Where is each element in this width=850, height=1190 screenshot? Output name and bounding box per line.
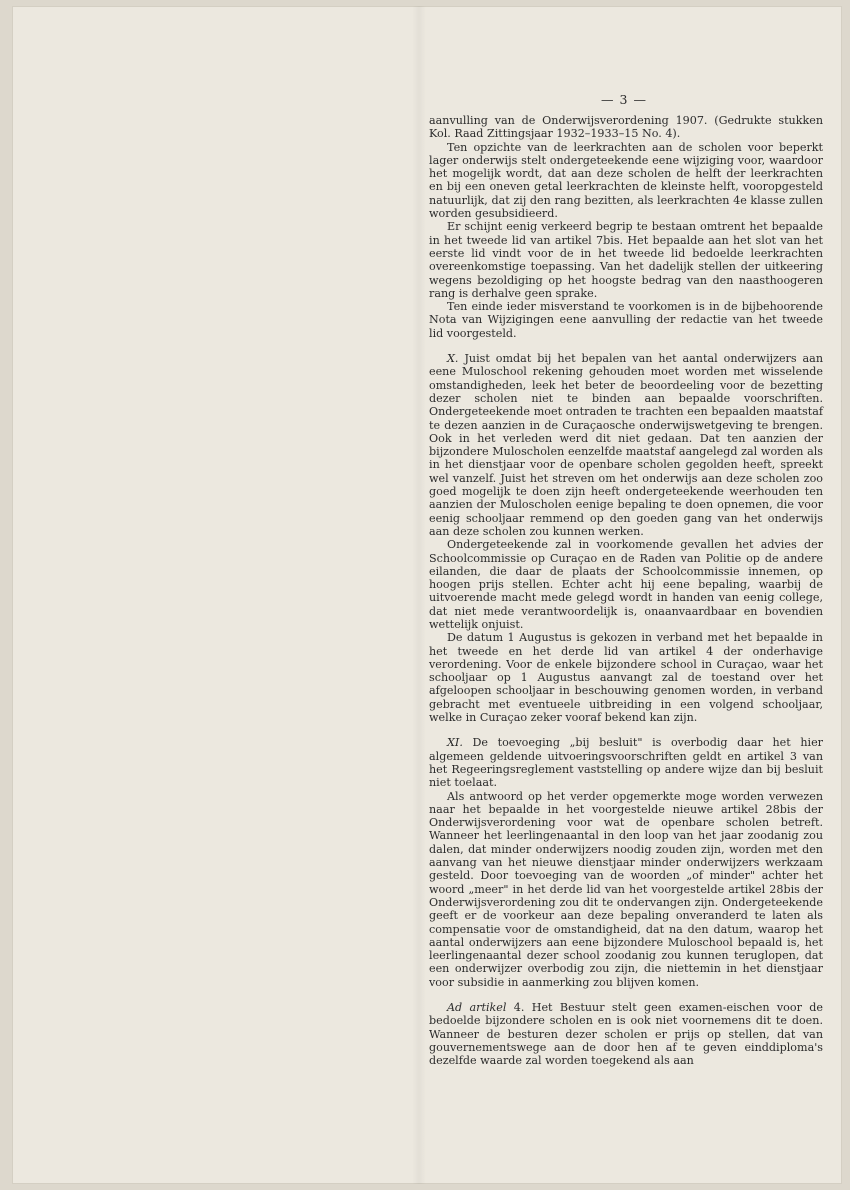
section-x-label: X.: [447, 352, 459, 366]
paragraph-continuation: aanvulling van de Onderwijsverordening 1907. (Gedrukte stukken Kol. Raad Zittingsjaar 1932–1933–15 No. 4).: [429, 114, 823, 141]
paragraph-artikel-7bis: Er schijnt eenig verkeerd begrip te bestaan omtrent het bepaalde in het tweede lid van artikel 7bis. Het bepaalde aan het slot van het eerste lid vindt voor de in het tweede lid bedoelde leerkrachten overeenkomstige toepassing. Van het dadelijk stellen der uitkeering wegens bezoldiging op het hoogste bedrag van den naasthoogeren rang is derhalve geen sprake.: [429, 220, 823, 300]
paragraph-datum-augustus: De datum 1 Augustus is gekozen in verband met het bepaalde in het tweede en het derde lid van artikel 4 der onderhavige verordening. Voor de enkele bijzondere school in Curaçao, waar het schooljaar op 1 Augustus aanvangt zal de toestand over het afgeloopen schooljaar in beschouwing genomen worden, in verband gebracht met eventueele uitbreiding in een volgend schooljaar, welke in Curaçao zeker vooraf bekend kan zijn.: [429, 631, 823, 725]
document-page: [12, 6, 842, 1184]
section-ad-artikel-text: 4. Het Bestuur stelt geen examen-eischen voor de bedoelde bijzondere scholen en is ook niet voornemens dit te doen. Wanneer de besturen dezer scholen er prijs op stellen, dat van gouvernementswege aan de door hen af te geven einddiploma's dezelfde waarde zal worden toegekend als aan: [429, 1001, 823, 1068]
section-xi-paragraph: [429, 736, 823, 789]
section-xi-text: De toevoeging „bij besluit" is overbodig daar het hier algemeen geldende uitvoeringsvoorschriften geldt en artikel 3 van het Regeeringsreglement vaststelling op andere wijze dan bij besluit niet toelaat.: [429, 736, 823, 790]
text-column: [429, 114, 823, 1067]
section-x-paragraph: [429, 352, 823, 538]
page-number: — 3 —: [601, 92, 647, 107]
page-fold-shadow: [412, 6, 426, 1184]
paragraph-artikel-28bis: Als antwoord op het verder opgemerkte moge worden verwezen naar het bepaalde in het voorgestelde nieuwe artikel 28bis der Onderwijsverordening voor wat de openbare scholen betreft. Wanneer het leerlingenaantal in den loop van het jaar zoodanig zou dalen, dat minder onderwijzers noodig zouden zijn, worden met den aanvang van het nieuwe dienstjaar minder onderwijzers werkzaam gesteld. Door toevoeging van de woorden „of minder" achter het woord „meer" in het derde lid van het voorgestelde artikel 28bis der Onderwijsverordening zou dit te ondervangen zijn. Ondergeteekende geeft er de voorkeur aan deze bepaling onveranderd te laten als compensatie voor de omstandigheid, dat na den datum, waarop het aantal onderwijzers aan eene bijzondere Muloschool bepaald is, het leerlingenaantal dezer school zoodanig zou kunnen teruglopen, dat een onderwijzer overbodig zou zijn, die niettemin in het dienstjaar voor subsidie in aanmerking zou blijven komen.: [429, 789, 823, 989]
section-ad-artikel-4-paragraph: [429, 1001, 823, 1067]
section-xi-label: XI.: [447, 736, 463, 750]
paragraph-nota-van-wijzigingen: Ten einde ieder misverstand te voorkomen is in de bijbehoorende Nota van Wijzigingen eene aanvulling der redactie van het tweede lid voorgesteld.: [429, 300, 823, 340]
section-x-text: Juist omdat bij het bepalen van het aantal onderwijzers aan eene Muloschool rekening gehouden moet worden met wisselende omstandigheden, leek het beter de beoordeeling voor de bezetting dezer scholen niet te binden aan bepaalde voorschriften. Ondergeteekende moet ontraden te trachten een bepaalden maatstaf te dezen aanzien in de Curaçaosche onderwijswetgeving te brengen. Ook in het verleden werd dit niet gedaan. Dat ten aanzien der bijzondere Muloscholen eenzelfde maatstaf aangelegd zal worden als in het dienstjaar voor de openbare scholen gegolden heeft, spreekt wel vanzelf. Juist het streven om het onderwijs aan deze scholen zoo goed mogelijk te doen zijn heeft ondergeteekende weerhouden ten aanzien der Muloscholen eenige bepaling te doen opnemen, die voor eenig schooljaar remmend op den goeden gang van het onderwijs aan deze scholen zou kunnen werken.: [429, 352, 823, 538]
paragraph-leerkrachten: Ten opzichte van de leerkrachten aan de scholen voor beperkt lager onderwijs stelt ondergeteekende eene wijziging voor, waardoor het mogelijk wordt, dat aan deze scholen de helft der leerkrachten en bij een oneven getal leerkrachten de kleinste helft, vooropgesteld natuurlijk, dat zij den rang bezitten, als leerkrachten 4e klasse zullen worden gesubsidieerd.: [429, 140, 823, 221]
section-ad-artikel-label: Ad artikel: [447, 1001, 507, 1014]
paragraph-schoolcommissie: Ondergeteekende zal in voorkomende gevallen het advies der Schoolcommissie op Curaçao en de Raden van Politie op de andere eilanden, die daar de plaats der Schoolcommissie innemen, op hoogen prijs stellen. Echter acht hij eene bepaling, waarbij de uitvoerende macht mede gelegd wordt in handen van eenig college, dat niet mede verantwoordelijk is, onaanvaardbaar en bovendien wettelijk onjuist.: [429, 538, 823, 631]
